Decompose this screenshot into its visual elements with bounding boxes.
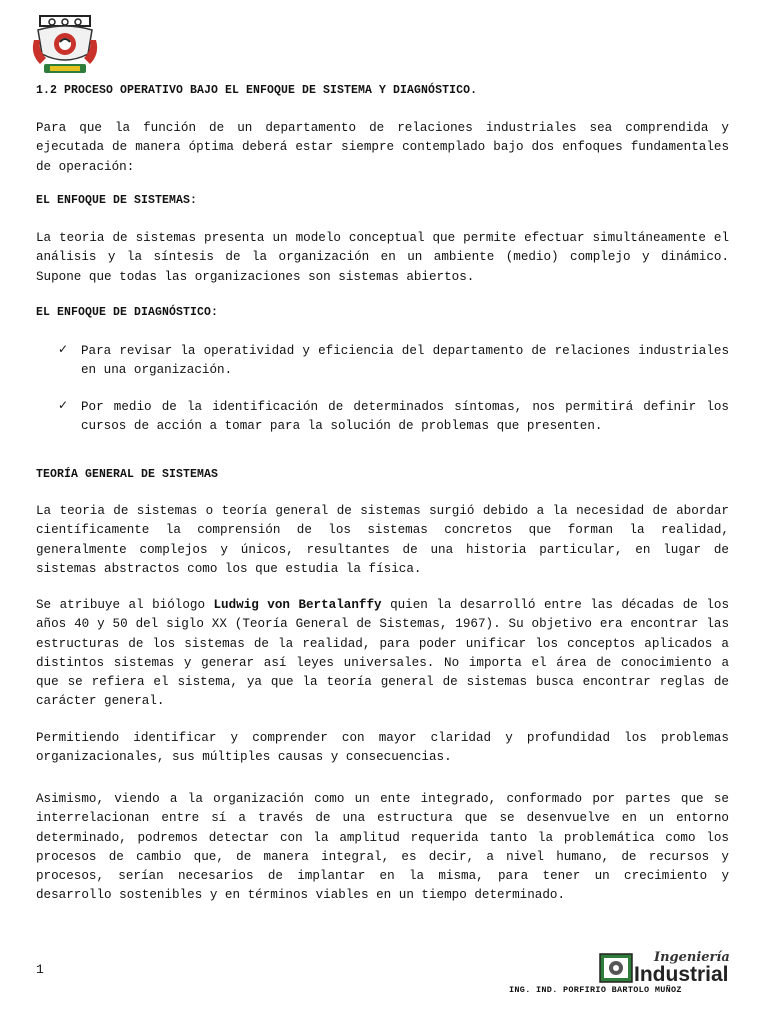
bullet-text: Por medio de la identificación de determinados síntomas, nos permitirá definir los cursos de acción a tomar para la solución de problemas que presenten. — [81, 400, 729, 433]
section-heading-enfoque-diagnostico: EL ENFOQUE DE DIAGNÓSTICO: — [36, 306, 219, 319]
sistemas-paragraph: La teoria de sistemas presenta un modelo conceptual que permite efectuar simultáneamente el análisis y la síntesis de la organización en un ambiente (medio) complejo y dinámico. Supone que todas las organizaciones son sistemas abiertos. — [36, 231, 729, 284]
teoria-paragraph-1: La teoria de sistemas o teoría general de sistemas surgió debido a la necesidad de abordar científicamente la comprensión de los sistemas concretos que forman la realidad, generalmente complejos y únicos, resultantes de una historia particular, en lugar de sistemas abstractos como los que estudia la física. — [36, 504, 729, 576]
teoria-paragraph-2 — [36, 596, 729, 712]
bullet-text: Para revisar la operatividad y eficiencia del departamento de relaciones industriales en una organización. — [81, 344, 729, 377]
author-name-bold: Ludwig von Bertalanffy — [213, 598, 382, 612]
bullet-item — [58, 398, 729, 435]
teoria-p2-rest: quien la desarrolló entre las décadas de los años 40 y 50 del siglo XX (Teoría General de Sistemas, 1967). Su objetivo era encontrar las estructuras de los sistemas de la realidad, para poder unificar los conceptos aplicados a distintos sistemas y generar así leyes universales. No importa el área de conocimiento a que se refiera el sistema, ya que la teoría general de sistemas busca encontrar reglas de carácter general. — [36, 598, 730, 709]
section-heading-enfoque-sistemas: EL ENFOQUE DE SISTEMAS: — [36, 194, 198, 207]
footer-author: ING. IND. PORFIRIO BARTOLO MUÑOZ — [509, 985, 682, 995]
section-heading-proceso-operativo: 1.2 PROCESO OPERATIVO BAJO EL ENFOQUE DE SISTEMA Y DIAGNÓSTICO. — [36, 84, 478, 97]
checkmark-icon: ✓ — [58, 342, 69, 356]
logo-word-top: Ingeniería — [654, 950, 730, 965]
intro-paragraph: Para que la función de un departamento de relaciones industriales sea comprendida y ejecutada de manera óptima deberá estar siempre contemplado bajo dos enfoques fundamentales de operación: — [36, 121, 729, 174]
section-heading-teoria-general: TEORÍA GENERAL DE SISTEMAS — [36, 468, 219, 481]
teoria-paragraph-4: Asimismo, viendo a la organización como un ente integrado, conformado por partes que se interrelacionan entre sí a través de una estructura que se desenvuelve en un entorno determinado, podremos detectar con la amplitud requerida tanto la problemática como los procesos de cambio que, de manera integral, es decir, a nivel humano, de recursos y procesos, serían necesarios de implantar en la misma, para tener un crecimiento y desarrollo sostenibles y en términos viables en un tiempo determinado. — [36, 792, 729, 903]
teoria-paragraph-3: Permitiendo identificar y comprender con mayor claridad y profundidad los problemas organizacionales, sus múltiples causas y consecuencias. — [36, 731, 729, 765]
teoria-p2-lead: Se atribuye al biólogo — [36, 598, 214, 612]
page-number: 1 — [36, 962, 44, 977]
bullet-item — [58, 342, 729, 379]
logo-word-bottom: Industrial — [634, 963, 729, 986]
checkmark-icon: ✓ — [58, 398, 69, 412]
ingenieria-industrial-logo — [598, 948, 744, 988]
institution-emblem-logo — [30, 14, 100, 76]
